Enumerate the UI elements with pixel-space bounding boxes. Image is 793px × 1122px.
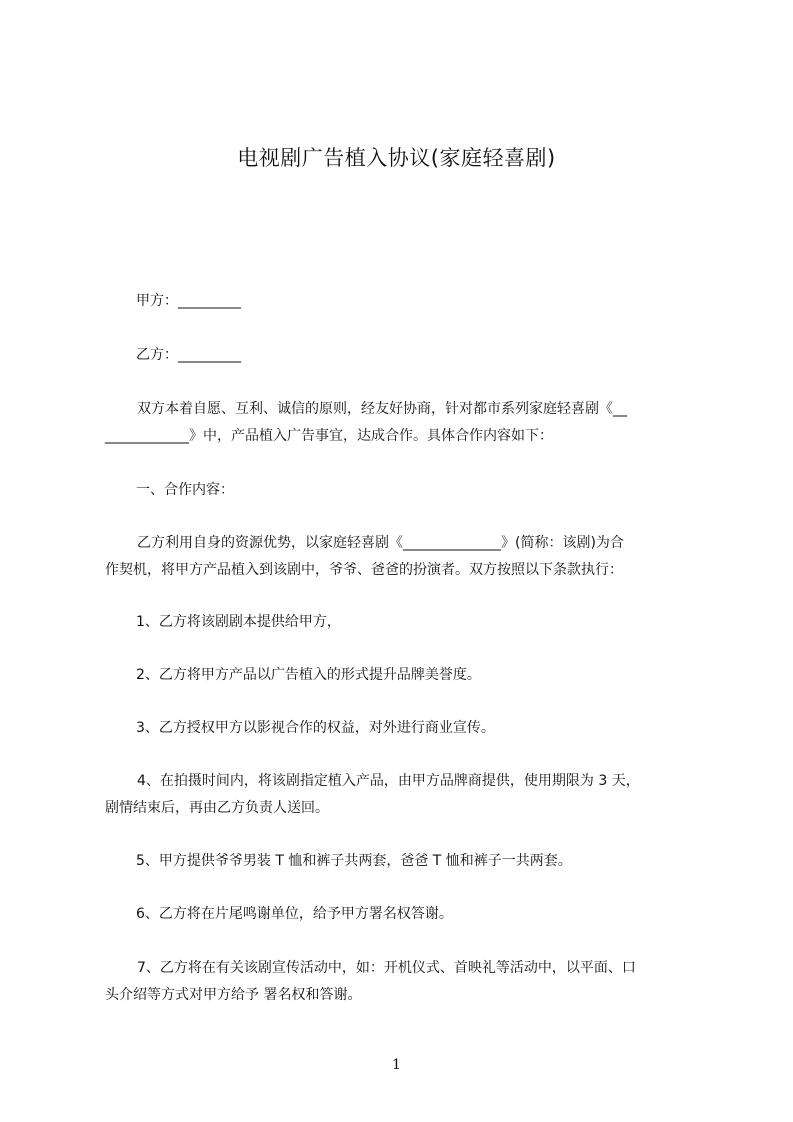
section-1-heading: 一、合作内容： <box>136 482 234 498</box>
clause-6: 6、乙方将在片尾鸣谢单位，给予甲方署名权答谢。 <box>136 906 453 922</box>
document-title: 电视剧广告植入协议(家庭轻喜剧) <box>237 146 556 170</box>
clause-4-line-2: 剧情结束后，再由乙方负责人送回。 <box>105 800 329 816</box>
intro-line-1: 双方本着自愿、互利、诚信的原则，经友好协商，针对都市系列家庭轻喜剧《__ <box>137 401 627 417</box>
intro-paragraph <box>105 399 705 446</box>
clause-4-paragraph <box>105 771 705 818</box>
section-1-intro-paragraph <box>105 533 705 580</box>
clause-7-line-1: 7、乙方将在有关该剧宣传活动中，如：开机仪式、首映礼等活动中，以平面、口 <box>137 960 636 976</box>
intro-line-2: ____________》中，产品植入广告事宜，达成合作。具体合作内容如下： <box>105 428 553 444</box>
clause-3: 3、乙方授权甲方以影视合作的权益，对外进行商业宣传。 <box>136 720 495 736</box>
clause-7-paragraph <box>105 958 705 1005</box>
section-1-intro-line-1: 乙方利用自身的资源优势，以家庭轻喜剧《______________》(简称：该剧)为合 <box>137 535 624 551</box>
clause-1: 1、乙方将该剧剧本提供给甲方， <box>136 614 341 630</box>
party-a-line: 甲方：_________ <box>136 293 241 309</box>
page-number: 1 <box>392 1057 401 1073</box>
party-b-line: 乙方：_________ <box>136 347 241 363</box>
clause-5: 5、甲方提供爷爷男装 T 恤和裤子共两套，爸爸 T 恤和裤子一共两套。 <box>136 853 572 869</box>
section-1-intro-line-2: 作契机，将甲方产品植入到该剧中，爷爷、爸爸的扮演者。双方按照以下条款执行： <box>105 562 623 578</box>
clause-4-line-1: 4、在拍摄时间内，将该剧指定植入产品，由甲方品牌商提供，使用期限为 3 天， <box>137 773 640 789</box>
clause-2: 2、乙方将甲方产品以广告植入的形式提升品牌美誉度。 <box>136 667 481 683</box>
clause-7-line-2: 头介绍等方式对甲方给予 署名权和答谢。 <box>105 987 362 1003</box>
